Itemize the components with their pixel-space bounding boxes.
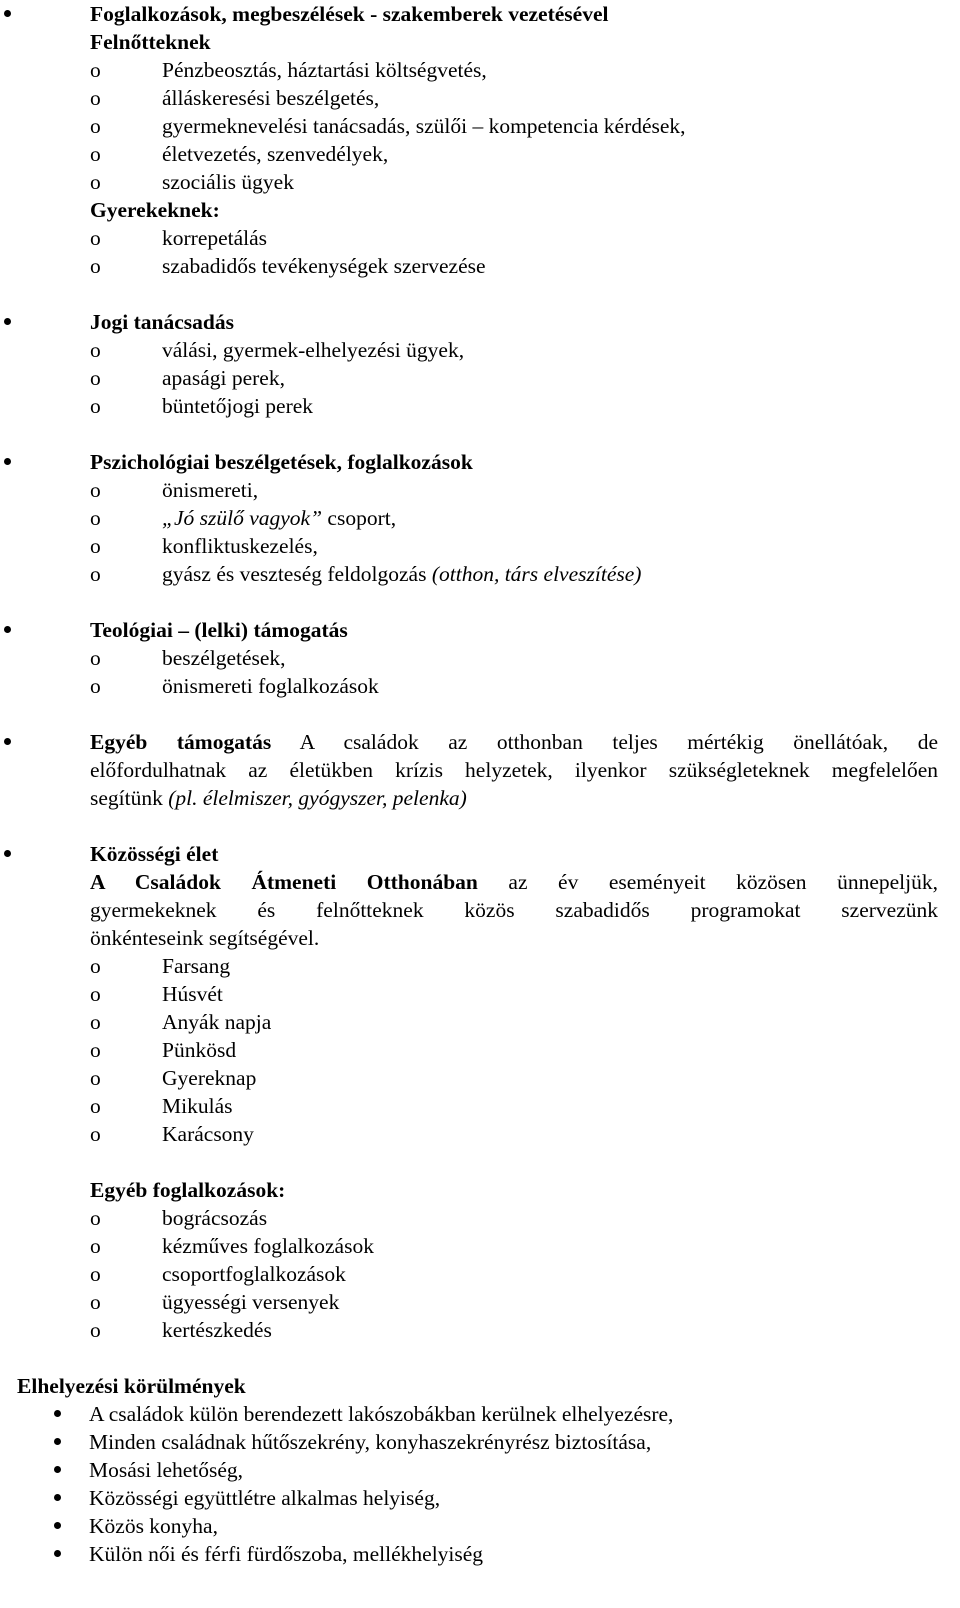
list-item: o ügyességi versenyek — [90, 1290, 340, 1314]
bullet-icon — [4, 626, 11, 633]
list-item: o apasági perek, — [90, 366, 285, 390]
list-item: o szabadidős tevékenységek szervezése — [90, 254, 486, 278]
section-title: Egyéb támogatás — [90, 730, 272, 754]
bullet-icon — [54, 1466, 61, 1473]
list-item: Közös konyha, — [17, 1512, 960, 1540]
subheading-children: Gyerekeknek: — [90, 198, 220, 222]
section-kozossegi-elet — [90, 840, 938, 1148]
list-item: o Húsvét — [90, 982, 223, 1006]
bullet-icon — [54, 1438, 61, 1445]
bullet-icon — [4, 458, 11, 465]
list-item: o Anyák napja — [90, 1010, 272, 1034]
list-item: o Farsang — [90, 954, 231, 978]
list-item: o büntetőjogi perek — [90, 394, 314, 418]
list-item: Közösségi együttlétre alkalmas helyiség, — [17, 1484, 960, 1512]
list-item: Minden családnak hűtőszekrény, konyhaszekrényrész biztosítása, — [17, 1428, 960, 1456]
list-item: o Pünkösd — [90, 1038, 237, 1062]
paragraph-line: segítünk (pl. élelmiszer, gyógyszer, pelenka) — [90, 786, 467, 810]
list-item: Mosási lehetőség, — [17, 1456, 960, 1484]
list-item: o gyász és veszteség feldolgozás (otthon, társ elveszítése) — [90, 562, 642, 586]
list-item: o álláskeresési beszélgetés, — [90, 86, 380, 110]
list-item: o konfliktuskezelés, — [90, 534, 318, 558]
section-title: Egyéb foglalkozások: — [90, 1178, 286, 1202]
list-item: o Gyereknap — [90, 1066, 257, 1090]
section-title: Jogi tanácsadás — [90, 310, 234, 334]
section-title: Közösségi élet — [90, 842, 219, 866]
section-title: Foglalkozások, megbeszélések - szakemberek vezetésével — [90, 2, 609, 26]
bullet-icon — [4, 738, 11, 745]
paragraph-line: A Családok Átmeneti Otthonában az év eseményeit közösen ünnepeljük, — [90, 870, 938, 894]
section-egyeb-foglalkozasok — [90, 1176, 938, 1344]
paragraph-line: előfordulhatnak az életükben krízis helyzetek, ilyenkor szükségleteknek megfelelően — [90, 758, 938, 782]
section-title: Pszichológiai beszélgetések, foglalkozások — [90, 450, 473, 474]
section-jogi — [90, 308, 938, 420]
bullet-icon — [54, 1522, 61, 1529]
list-item: o önismereti, — [90, 478, 259, 502]
list-item: o beszélgetések, — [90, 646, 286, 670]
list-item: o kertészkedés — [90, 1318, 272, 1342]
section-pszichologiai — [90, 448, 938, 588]
list-item: o válási, gyermek-elhelyezési ügyek, — [90, 338, 465, 362]
bullet-icon — [54, 1410, 61, 1417]
list-item: o korrepetálás — [90, 226, 268, 250]
bullet-icon — [4, 318, 11, 325]
list-item: o Mikulás — [90, 1094, 233, 1118]
list-item: o kézműves foglalkozások — [90, 1234, 374, 1258]
bullet-icon — [4, 10, 11, 17]
list-item: o szociális ügyek — [90, 170, 294, 194]
paragraph-line: gyermekeknek és felnőtteknek közös szabadidős programokat szervezünk — [90, 898, 938, 922]
section-teologiai — [90, 616, 938, 700]
bullet-icon — [54, 1550, 61, 1557]
list-item: o Pénzbeosztás, háztartási költségvetés, — [90, 58, 487, 82]
paragraph-line: Egyéb támogatás A családok az otthonban teljes mértékig önellátóak, de — [90, 730, 938, 754]
list-item: o életvezetés, szenvedélyek, — [90, 142, 389, 166]
bullet-icon — [54, 1494, 61, 1501]
section-title: Teológiai – (lelki) támogatás — [90, 618, 348, 642]
section-foglalkozasok — [90, 0, 938, 280]
list-item: o Karácsony — [90, 1122, 254, 1146]
list-item: A családok külön berendezett lakószobákban kerülnek elhelyezésre, — [17, 1400, 960, 1428]
section-title: Elhelyezési körülmények — [17, 1374, 246, 1398]
bullet-icon — [4, 850, 11, 857]
paragraph-line: önkénteseink segítségével. — [90, 926, 320, 950]
list-item: o gyermeknevelési tanácsadás, szülői – kompetencia kérdések, — [90, 114, 686, 138]
list-item: o csoportfoglalkozások — [90, 1262, 346, 1286]
subheading-adults: Felnőtteknek — [90, 30, 211, 54]
list-item: o „Jó szülő vagyok” csoport, — [90, 506, 397, 530]
section-egyeb-tamogatas — [90, 728, 938, 812]
list-item: o önismereti foglalkozások — [90, 674, 379, 698]
list-item: o bográcsozás — [90, 1206, 268, 1230]
section-elhelyezesi-korulmenyek — [17, 1372, 960, 1568]
list-item: Külön női és férfi fürdőszoba, mellékhelyiség — [17, 1540, 960, 1568]
